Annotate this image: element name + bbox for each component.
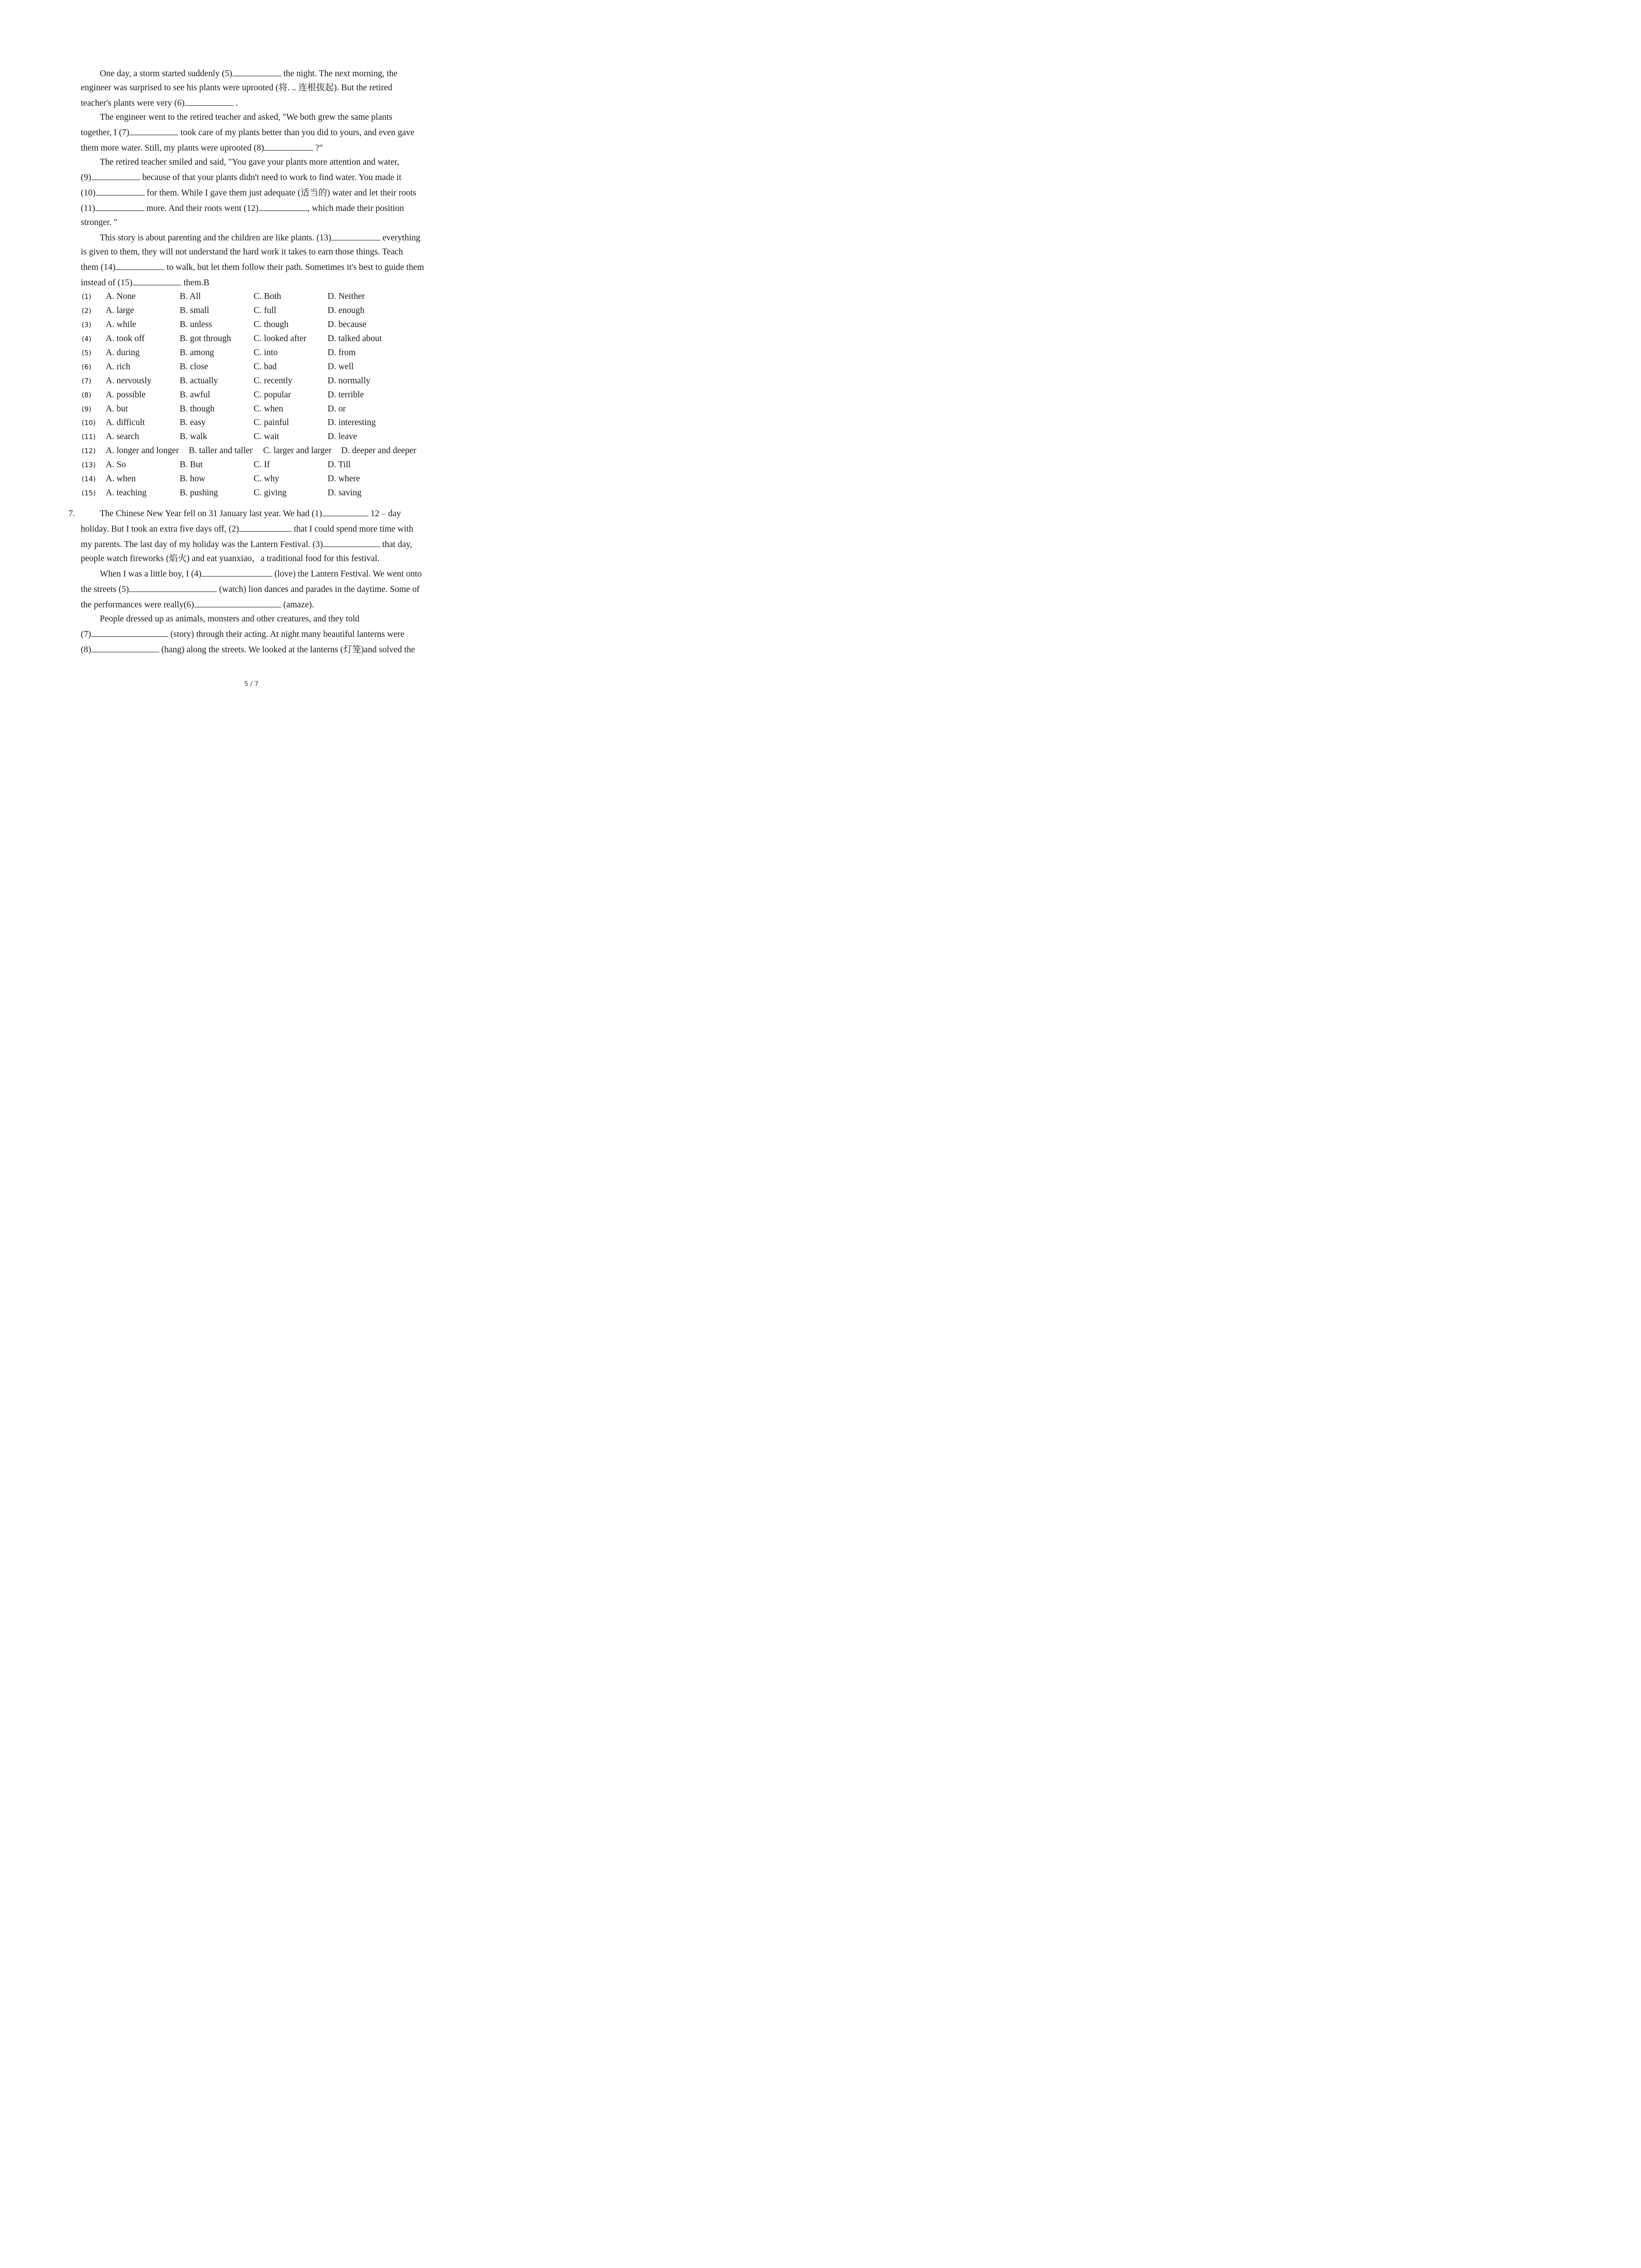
passage-line: [100, 508, 401, 519]
document-page: [0, 0, 503, 711]
option-a[interactable]: A. So: [106, 460, 126, 469]
answer-blank[interactable]: [185, 98, 234, 106]
option-number: (2): [82, 307, 92, 315]
answer-blank[interactable]: [129, 127, 178, 135]
passage-line: The engineer went to the retired teacher and asked, "We both grew the same plants: [100, 112, 392, 122]
option-d[interactable]: D. terrible: [328, 390, 364, 400]
option-number: (4): [82, 335, 92, 343]
text: (9): [81, 173, 91, 182]
text: (watch) lion dances and parades in the daytime. Some of: [217, 585, 420, 594]
option-a[interactable]: A. possible: [106, 390, 146, 400]
option-d[interactable]: D. interesting: [328, 418, 376, 427]
text: ?": [313, 143, 323, 153]
option-b[interactable]: B. how: [180, 474, 206, 484]
text: This story is about parenting and the children are like plants. (13): [100, 233, 332, 243]
passage-line: [81, 143, 323, 154]
option-d[interactable]: D. enough: [328, 306, 365, 315]
text: that day,: [380, 540, 412, 549]
text: together, I (7): [81, 128, 129, 137]
answer-blank[interactable]: [91, 172, 140, 180]
answer-blank[interactable]: [132, 278, 181, 285]
answer-blank[interactable]: [264, 143, 313, 151]
text: (hang) along the streets. We looked at the lanterns (灯笼)and solved the: [159, 645, 415, 655]
option-d[interactable]: D. talked about: [328, 334, 382, 343]
option-d[interactable]: D. normally: [328, 376, 371, 386]
option-a[interactable]: A. None: [106, 292, 136, 301]
text: (love) the Lantern Festival. We went onto: [272, 569, 422, 579]
text: (7): [81, 630, 91, 639]
passage-line: [81, 203, 404, 214]
answer-blank[interactable]: [322, 508, 368, 516]
option-b[interactable]: B. All: [180, 292, 201, 301]
option-b[interactable]: B. close: [180, 362, 208, 371]
answer-blank[interactable]: [323, 539, 380, 547]
answer-blank[interactable]: [194, 600, 281, 607]
answer-blank[interactable]: [232, 68, 281, 76]
option-number: (12): [82, 447, 96, 455]
passage-line: [100, 233, 420, 244]
option-row: [82, 291, 467, 302]
text: my parents. The last day of my holiday was the Lantern Festival. (3): [81, 540, 323, 549]
option-row: [82, 431, 467, 442]
text: (10): [81, 188, 96, 198]
option-row: [82, 390, 467, 401]
option-a[interactable]: A. during: [106, 348, 140, 357]
answer-blank[interactable]: [201, 569, 272, 577]
option-b[interactable]: B. pushing: [180, 488, 218, 498]
option-b[interactable]: B. got through: [180, 334, 231, 343]
passage-line: [100, 68, 397, 79]
option-row: [82, 362, 467, 372]
option-a[interactable]: A. rich: [106, 362, 131, 371]
answer-blank[interactable]: [239, 524, 292, 532]
option-b[interactable]: B. though: [180, 404, 215, 414]
option-b[interactable]: B. But: [180, 460, 203, 469]
text: that I could spend more time with: [291, 524, 413, 534]
text: them.B: [181, 278, 210, 288]
option-c[interactable]: C. If: [254, 460, 270, 469]
text: (11): [81, 204, 95, 213]
option-a[interactable]: A. nervously: [106, 376, 152, 386]
option-number: (8): [82, 391, 92, 399]
option-c[interactable]: C. larger and larger: [263, 446, 332, 455]
option-c[interactable]: C. painful: [254, 418, 289, 427]
option-c[interactable]: C. recently: [254, 376, 293, 386]
option-number: (11): [82, 433, 96, 441]
answer-blank[interactable]: [95, 203, 144, 211]
option-row: [82, 474, 467, 484]
option-d[interactable]: D. because: [328, 320, 367, 329]
text: the performances were really(6): [81, 600, 194, 610]
text: because of that your plants didn't need to work to find water. You made it: [140, 173, 402, 182]
option-number: (13): [82, 461, 96, 469]
text: the streets (5): [81, 585, 129, 594]
option-number: (9): [82, 405, 92, 413]
text: for them. While I gave them just adequate (适当的) water and let their roots: [144, 188, 416, 198]
text: When I was a little boy, I (4): [100, 569, 201, 579]
option-row: [82, 404, 467, 415]
text: One day, a storm started suddenly (5): [100, 69, 232, 78]
passage-line: [81, 262, 424, 273]
passage-line: [81, 278, 209, 288]
page-number: 5 / 7: [244, 680, 259, 688]
answer-blank[interactable]: [331, 233, 380, 240]
answer-blank[interactable]: [91, 629, 168, 637]
option-number: (10): [82, 419, 96, 427]
option-row: [82, 417, 467, 428]
option-c[interactable]: C. bad: [254, 362, 277, 371]
option-a[interactable]: A. teaching: [106, 488, 147, 498]
text: (8): [81, 645, 91, 655]
option-row: [82, 347, 467, 358]
passage-line: [81, 645, 415, 655]
option-d[interactable]: D. deeper and deeper: [341, 446, 416, 455]
option-row: [82, 333, 467, 344]
option-d[interactable]: D. Till: [328, 460, 351, 469]
option-d[interactable]: D. leave: [328, 432, 357, 441]
text: the night. The next morning, the: [281, 69, 398, 78]
passage-line: [100, 569, 421, 580]
passage-line: engineer was surprised to see his plants were uprooted (将. .. 连根拔起). But the retired: [81, 83, 392, 93]
passage-line: people watch fireworks (焰火) and eat yuanxiao，a traditional food for this festival.: [81, 554, 380, 563]
option-b[interactable]: B. actually: [180, 376, 218, 386]
option-d[interactable]: D. Neither: [328, 292, 365, 301]
passage-line: The retired teacher smiled and said, "You gave your plants more attention and water,: [100, 157, 399, 167]
text: to walk, but let them follow their path. Sometimes it's best to guide them: [164, 263, 424, 272]
text: teacher's plants were very (6): [81, 98, 185, 108]
text: took care of my plants better than you did to yours, and even gave: [178, 128, 415, 137]
option-row: [82, 488, 467, 499]
passage-line: [81, 172, 402, 183]
option-a[interactable]: A. but: [106, 404, 128, 414]
option-c[interactable]: C. giving: [254, 488, 287, 498]
option-a[interactable]: A. large: [106, 306, 134, 315]
text: (amaze).: [281, 600, 314, 610]
text: instead of (15): [81, 278, 132, 288]
text: more. And their roots went (12): [144, 204, 259, 213]
option-a[interactable]: A. when: [106, 474, 136, 484]
option-row: [82, 459, 467, 470]
passage-line: [81, 98, 238, 109]
question-number: 7.: [69, 509, 75, 518]
option-c[interactable]: C. wait: [254, 432, 279, 441]
option-number: (5): [82, 349, 92, 357]
option-b[interactable]: B. taller and taller: [189, 446, 253, 455]
option-row: [82, 319, 467, 330]
option-row: [82, 376, 467, 386]
option-c[interactable]: C. full: [254, 306, 276, 315]
option-number: (7): [82, 377, 92, 385]
option-c[interactable]: C. when: [254, 404, 283, 414]
answer-blank[interactable]: [96, 188, 145, 196]
text: everything: [380, 233, 421, 243]
option-row: [82, 445, 467, 456]
option-a[interactable]: A. longer and longer: [106, 446, 179, 455]
option-d[interactable]: D. well: [328, 362, 354, 371]
passage-line: is given to them, they will not understand the hard work it takes to earn those things. Teach: [81, 247, 403, 257]
answer-blank[interactable]: [115, 262, 164, 270]
option-b[interactable]: B. walk: [180, 432, 207, 441]
option-a[interactable]: A. while: [106, 320, 137, 329]
option-row: [82, 305, 467, 316]
option-b[interactable]: B. awful: [180, 390, 211, 400]
text: The Chinese New Year fell on 31 January last year. We had (1): [100, 509, 322, 518]
option-a[interactable]: A. search: [106, 432, 139, 441]
option-number: (6): [82, 363, 92, 371]
option-number: (14): [82, 475, 96, 483]
option-c[interactable]: C. why: [254, 474, 279, 484]
option-d[interactable]: D. saving: [328, 488, 362, 498]
text: holiday. But I took an extra five days off, (2): [81, 524, 239, 534]
passage-line: People dressed up as animals, monsters and other creatures, and they told: [100, 614, 360, 624]
text: them more water. Still, my plants were uprooted (8): [81, 143, 264, 153]
answer-blank[interactable]: [259, 203, 308, 211]
option-c[interactable]: C. Both: [254, 292, 281, 301]
answer-blank[interactable]: [129, 584, 217, 592]
option-c[interactable]: C. though: [254, 320, 289, 329]
text: .: [233, 98, 238, 108]
passage-line: [81, 629, 404, 640]
option-b[interactable]: B. unless: [180, 320, 212, 329]
text: , which made their position: [307, 204, 404, 213]
passage-line: [81, 584, 420, 595]
passage-line: stronger. ": [81, 218, 118, 227]
option-c[interactable]: C. looked after: [254, 334, 307, 343]
option-b[interactable]: B. small: [180, 306, 210, 315]
option-b[interactable]: B. easy: [180, 418, 206, 427]
option-d[interactable]: D. or: [328, 404, 346, 414]
option-number: (1): [82, 293, 92, 301]
option-number: (3): [82, 321, 92, 329]
option-a[interactable]: A. took off: [106, 334, 145, 343]
option-c[interactable]: C. popular: [254, 390, 291, 400]
option-d[interactable]: D. where: [328, 474, 360, 484]
text: them (14): [81, 263, 116, 272]
option-d[interactable]: D. from: [328, 348, 356, 357]
option-b[interactable]: B. among: [180, 348, 214, 357]
text: (story) through their acting. At night many beautiful lanterns were: [168, 630, 405, 639]
passage-line: [81, 524, 413, 535]
option-c[interactable]: C. into: [254, 348, 278, 357]
option-a[interactable]: A. difficult: [106, 418, 145, 427]
passage-line: [81, 127, 414, 138]
passage-line: [81, 539, 412, 550]
option-number: (15): [82, 489, 96, 497]
passage-line: [81, 188, 416, 199]
passage-line: [81, 600, 314, 611]
answer-blank[interactable]: [91, 645, 159, 652]
text: 12﹣day: [368, 509, 401, 518]
